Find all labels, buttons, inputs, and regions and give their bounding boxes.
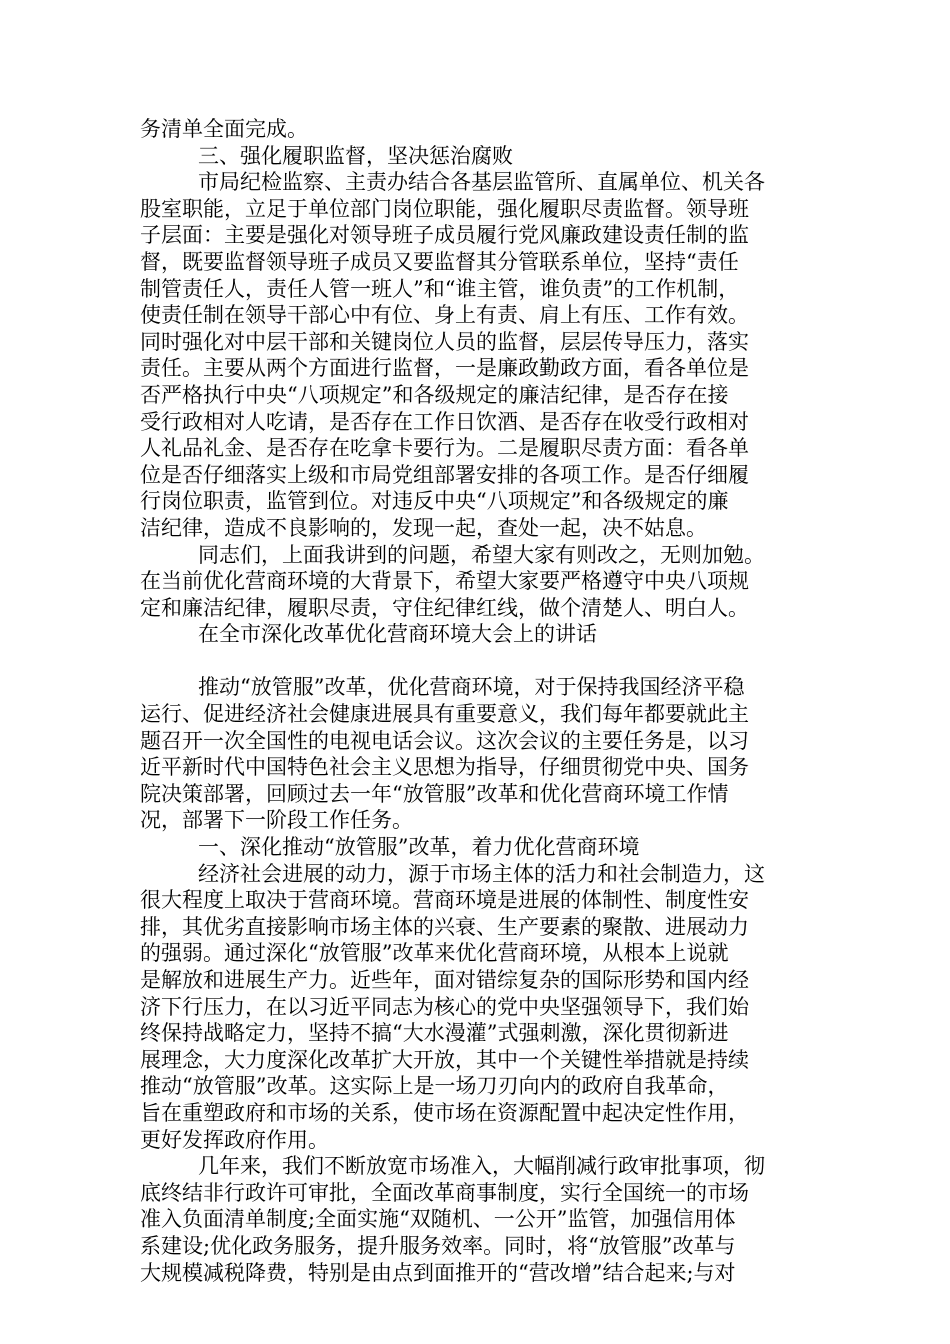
text-line: 洁纪律，造成不良影响的，发现一起，查处一起，决不姑息。: [140, 515, 707, 540]
text-line: 责任。主要从两个方面进行监督，一是廉政勤政方面，看各单位是: [140, 356, 749, 381]
text-line: 旨在重塑政府和市场的关系，使市场在资源配置中起决定性作用，: [140, 1100, 749, 1125]
text-line: 务清单全面完成。: [140, 117, 308, 141]
text-line: 题召开一次全国性的电视电话会议。这次会议的主要任务是，以习: [140, 728, 749, 753]
text-line: 同时强化对中层干部和关键岗位人员的监督，层层传导压力，落实: [140, 329, 749, 354]
text-line: 子层面：主要是强化对领导班子成员履行党风廉政建设责任制的监: [140, 223, 749, 248]
text-line: 推动“放管服”改革，优化营商环境，对于保持我国经济平稳: [198, 675, 745, 700]
text-line: 使责任制在领导干部心中有位、身上有责、肩上有压、工作有效。: [140, 303, 749, 328]
text-line: 行岗位职责，监管到位。对违反中央“八项规定”和各级规定的廉: [140, 489, 729, 514]
text-line: 市局纪检监察、主责办结合各基层监管所、直属单位、机关各: [198, 170, 765, 195]
text-line: 推动“放管服”改革。这实际上是一场刀刃向内的政府自我革命，: [140, 1074, 729, 1099]
text-line: 济下行压力，在以习近平同志为核心的党中央坚强领导下，我们始: [140, 994, 749, 1019]
text-line: 经济社会进展的动力，源于市场主体的活力和社会制造力，这: [198, 861, 765, 886]
text-line: 几年来，我们不断放宽市场准入，大幅削减行政审批事项，彻: [198, 1154, 765, 1179]
section-heading-3: 三、强化履职监督，坚决惩治腐败: [198, 143, 513, 168]
section-heading-1: 一、深化推动“放管服”改革，着力优化营商环境: [198, 835, 640, 860]
text-line: 排，其优劣直接影响市场主体的兴衰、生产要素的聚散、进展动力: [140, 914, 749, 939]
text-line: 近平新时代中国特色社会主义思想为指导，仔细贯彻党中央、国务: [140, 755, 749, 780]
text-line: 况，部署下一阶段工作任务。: [140, 808, 413, 833]
text-line: 底终结非行政许可审批，全面改革商事制度，实行全国统一的市场: [140, 1180, 749, 1205]
text-line: 准入负面清单制度;全面实施“双随机、一公开”监管，加强信用体: [140, 1207, 736, 1232]
text-line: 终保持战略定力，坚持不搞“大水漫灌”式强刺激，深化贯彻新进: [140, 1021, 729, 1046]
text-line: 的强弱。通过深化“放管服”改革来优化营商环境，从根本上说就: [140, 941, 729, 966]
text-line: 人礼品礼金、是否存在吃拿卡要行为。二是履职尽责方面：看各单: [140, 436, 749, 461]
text-line: 运行、促进经济社会健康进展具有重要意义，我们每年都要就此主: [140, 702, 749, 727]
text-line: 同志们，上面我讲到的问题，希望大家有则改之，无则加勉。: [198, 542, 765, 567]
text-line: 股室职能，立足于单位部门岗位职能，强化履职尽责监督。领导班: [140, 196, 749, 221]
text-line: 督，既要监督领导班子成员又要监督其分管联系单位，坚持“责任: [140, 249, 739, 274]
text-line: 在当前优化营商环境的大背景下，希望大家要严格遵守中央八项规: [140, 569, 749, 594]
blank-line: [140, 648, 820, 675]
text-line: 很大程度上取决于营商环境。营商环境是进展的体制性、制度性安: [140, 888, 749, 913]
text-line: 受行政相对人吃请，是否存在工作日饮酒、是否存在收受行政相对: [140, 409, 749, 434]
document-body: [140, 116, 820, 1286]
text-line: 位是否仔细落实上级和市局党组部署安排的各项工作。是否仔细履: [140, 462, 749, 487]
text-line: 制管责任人，责任人管一班人”和“谁主管，谁负责”的工作机制，: [140, 276, 740, 301]
text-line: 定和廉洁纪律，履职尽责，守住纪律红线，做个清楚人、明白人。: [140, 595, 749, 620]
text-line: 大规模减税降费，特别是由点到面推开的“营改增”结合起来;与对: [140, 1260, 736, 1285]
text-line: 展理念，大力度深化改革扩大开放，其中一个关键性举措就是持续: [140, 1047, 749, 1072]
speech-title: 在全市深化改革优化营商环境大会上的讲话: [198, 622, 597, 647]
text-line: 否严格执行中央“八项规定”和各级规定的廉洁纪律，是否存在接: [140, 382, 729, 407]
text-line: 系建设;优化政务服务，提升服务效率。同时，将“放管服”改革与: [140, 1233, 736, 1258]
text-line: 院决策部署，回顾过去一年“放管服”改革和优化营商环境工作情: [140, 781, 729, 806]
text-line: 更好发挥政府作用。: [140, 1127, 329, 1152]
text-line: 是解放和进展生产力。近些年，面对错综复杂的国际形势和国内经: [140, 968, 749, 992]
